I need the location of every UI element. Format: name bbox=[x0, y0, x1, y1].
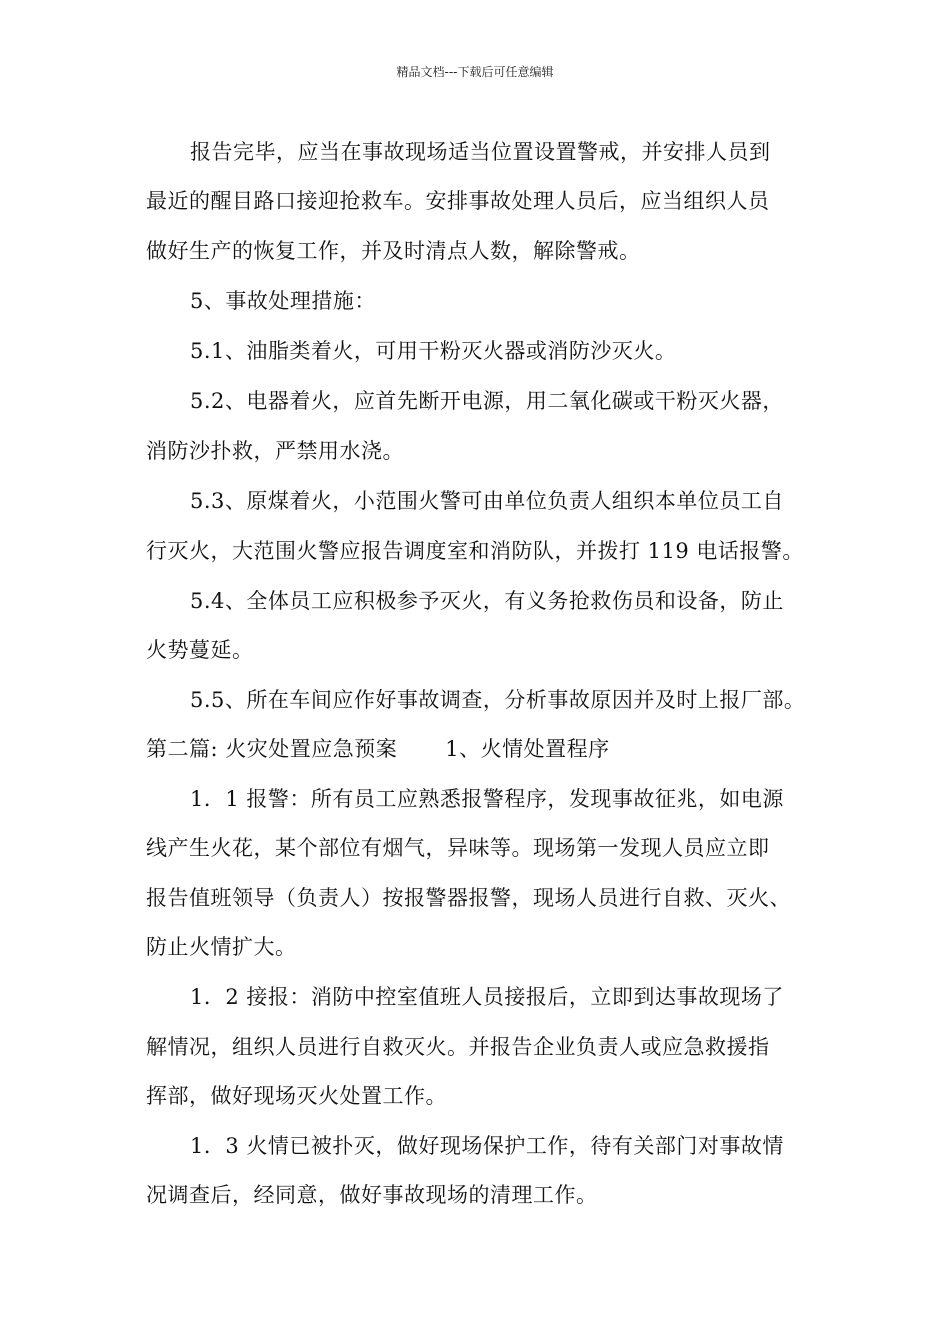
paragraph-line: 线产生火花，某个部位有烟气，异味等。现场第一发现人员应立即 bbox=[146, 836, 770, 860]
paragraph-line: 5.4、全体员工应积极参予灭火，有义务抢救伤员和设备，防止 bbox=[190, 589, 784, 613]
paragraph-line: 1．2 接报：消防中控室值班人员接报后，立即到达事故现场了 bbox=[190, 985, 784, 1009]
paragraph-line: 5.2、电器着火，应首先断开电源，用二氧化碳或干粉灭火器， bbox=[190, 389, 784, 413]
paragraph-line: 解情况，组织人员进行自救灭火。并报告企业负责人或应急救援指 bbox=[146, 1035, 770, 1059]
paragraph-line: 防止火情扩大。 bbox=[146, 935, 297, 959]
paragraph-line: 报告值班领导（负责人）按报警器报警，现场人员进行自救、灭火、 bbox=[146, 886, 791, 910]
chapter-heading bbox=[146, 735, 610, 763]
paragraph-line: 最近的醒目路口接迎抢救车。安排事故处理人员后，应当组织人员 bbox=[146, 189, 770, 213]
paragraph-line: 况调查后，经同意，做好事故现场的清理工作。 bbox=[146, 1183, 598, 1207]
paragraph-line: 行灭火，大范围火警应报告调度室和消防队，并拨打 119 电话报警。 bbox=[146, 539, 804, 563]
section-title: 1、火情处置程序 bbox=[445, 737, 610, 761]
section-heading: 5、事故处理措施： bbox=[190, 289, 376, 313]
chapter-title: 第二篇: 火灾处置应急预案 bbox=[146, 737, 398, 761]
paragraph-line: 5.1、油脂类着火，可用干粉灭火器或消防沙灭火。 bbox=[190, 339, 677, 363]
paragraph-line: 消防沙扑救，严禁用水浇。 bbox=[146, 439, 404, 463]
paragraph-line: 做好生产的恢复工作，并及时清点人数，解除警戒。 bbox=[146, 239, 641, 263]
paragraph-line: 1．3 火情已被扑灭，做好现场保护工作，待有关部门对事故情 bbox=[190, 1134, 784, 1158]
paragraph-line: 挥部，做好现场灭火处置工作。 bbox=[146, 1084, 447, 1108]
page-header: 精品文档---下载后可任意编辑 bbox=[396, 65, 554, 79]
paragraph-line: 5.5、所在车间应作好事故调查，分析事故原因并及时上报厂部。 bbox=[190, 688, 806, 712]
paragraph-line: 报告完毕，应当在事故现场适当位置设置警戒，并安排人员到 bbox=[190, 140, 771, 164]
paragraph-line: 1．1 报警：所有员工应熟悉报警程序，发现事故征兆，如电源 bbox=[190, 787, 784, 811]
paragraph-line: 5.3、原煤着火，小范围火警可由单位负责人组织本单位员工自 bbox=[190, 489, 784, 513]
paragraph-line: 火势蔓延。 bbox=[146, 638, 254, 662]
